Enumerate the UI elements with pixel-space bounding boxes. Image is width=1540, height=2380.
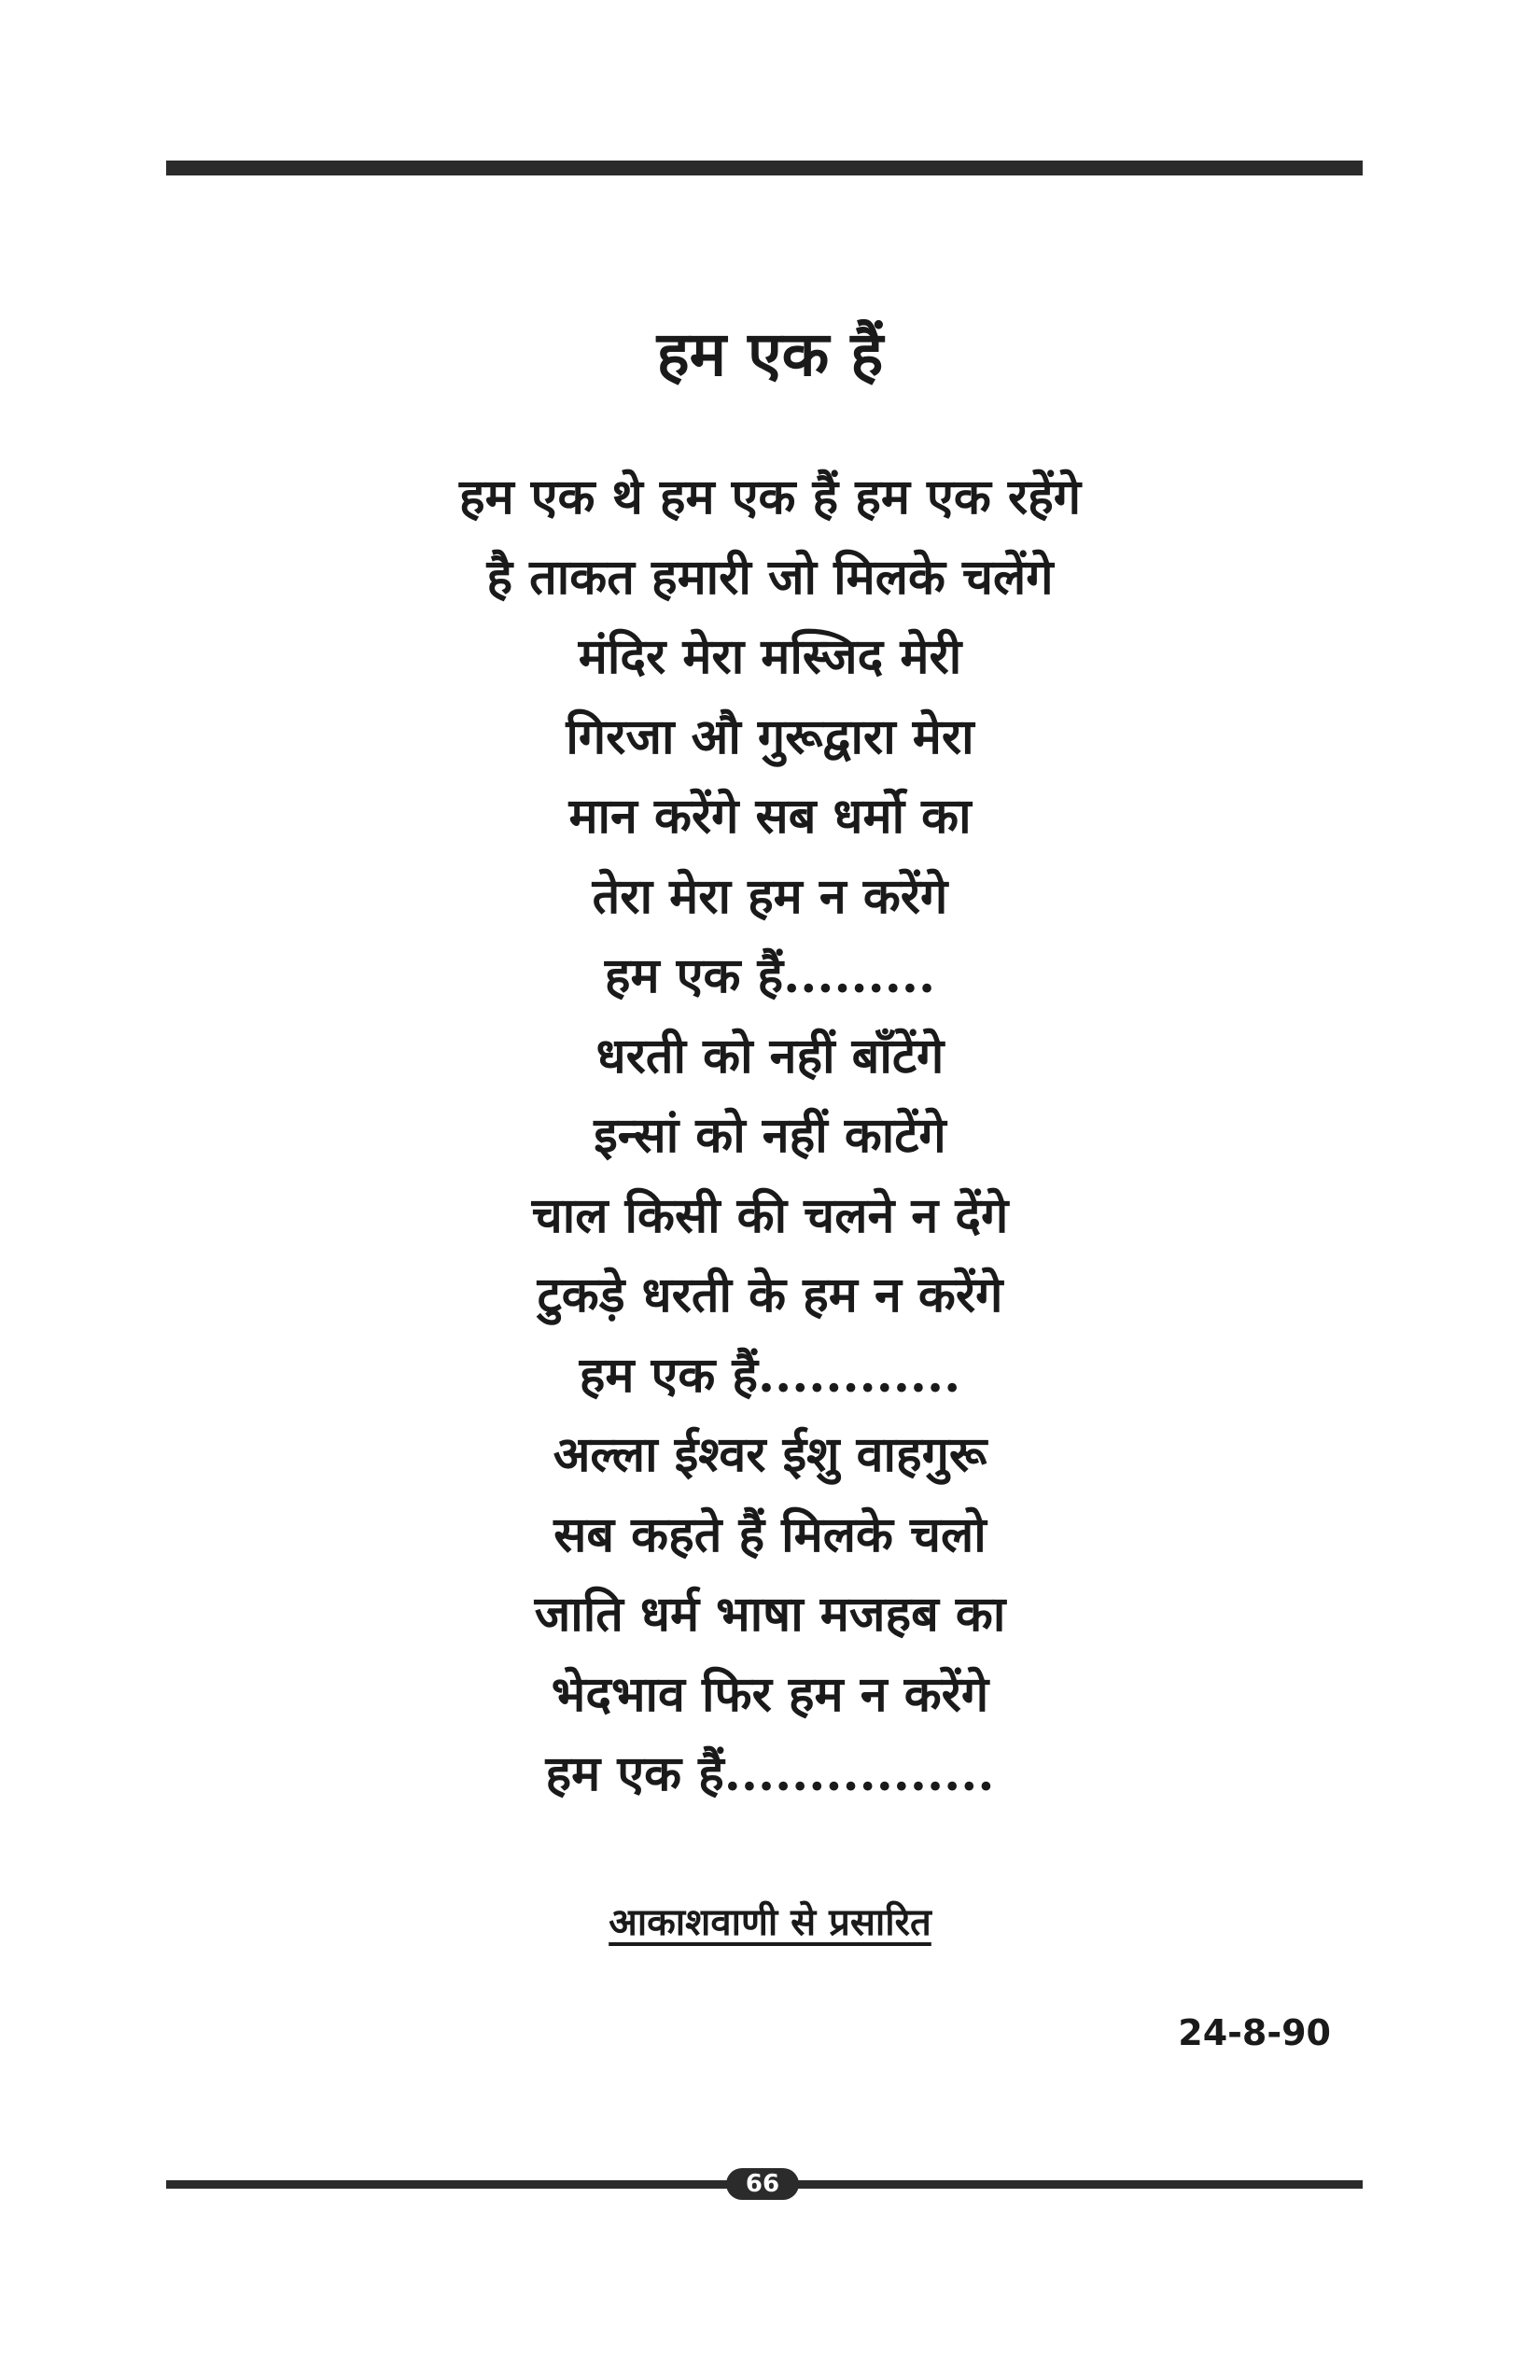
poem-line: अल्ला ईश्वर ईशु वाहगुरू xyxy=(553,1426,987,1483)
poem-line: तेरा मेरा हम न करेंगे xyxy=(592,867,948,925)
poem-date: 24-8-90 xyxy=(1178,2012,1331,2053)
top-divider xyxy=(166,161,1363,175)
poem-line: गिरजा औ गुरूद्वारा मेरा xyxy=(566,707,974,765)
poem-line: इन्सां को नहीं काटेंगे xyxy=(594,1107,946,1164)
page-number: 66 xyxy=(726,2168,799,2200)
poem-line: टुकड़े धरती के हम न करेंगे xyxy=(537,1267,1003,1323)
poem-line: सब कहते हैं मिलके चलो xyxy=(553,1505,987,1563)
poem-line: मंदिर मेरा मस्जिद मेरी xyxy=(578,628,962,685)
poem-body xyxy=(0,457,1540,1814)
poem-line: धरती को नहीं बाँटेंगे xyxy=(595,1027,945,1085)
poem-title: हम एक हैं xyxy=(656,318,884,390)
poem-refrain: हम एक हैं......... xyxy=(604,947,936,1004)
poem-line: मान करेंगे सब धर्मो का xyxy=(568,788,972,845)
poem-line: है ताकत हमारी जो मिलके चलेंगे xyxy=(486,548,1054,606)
broadcast-note: आकाशवाणी से प्रसारित xyxy=(609,1900,931,1944)
poem-line: जाति धर्म भाषा मजहब का xyxy=(534,1586,1006,1643)
poem-refrain: हम एक हैं................ xyxy=(545,1745,995,1802)
poem-line: भेदभाव फिर हम न करेंगे xyxy=(551,1665,989,1723)
poem-line: हम एक थे हम एक हैं हम एक रहेंगे xyxy=(458,469,1082,525)
poem-refrain: हम एक हैं............ xyxy=(579,1346,961,1404)
poem-line: चाल किसी की चलने न देंगे xyxy=(531,1186,1009,1244)
